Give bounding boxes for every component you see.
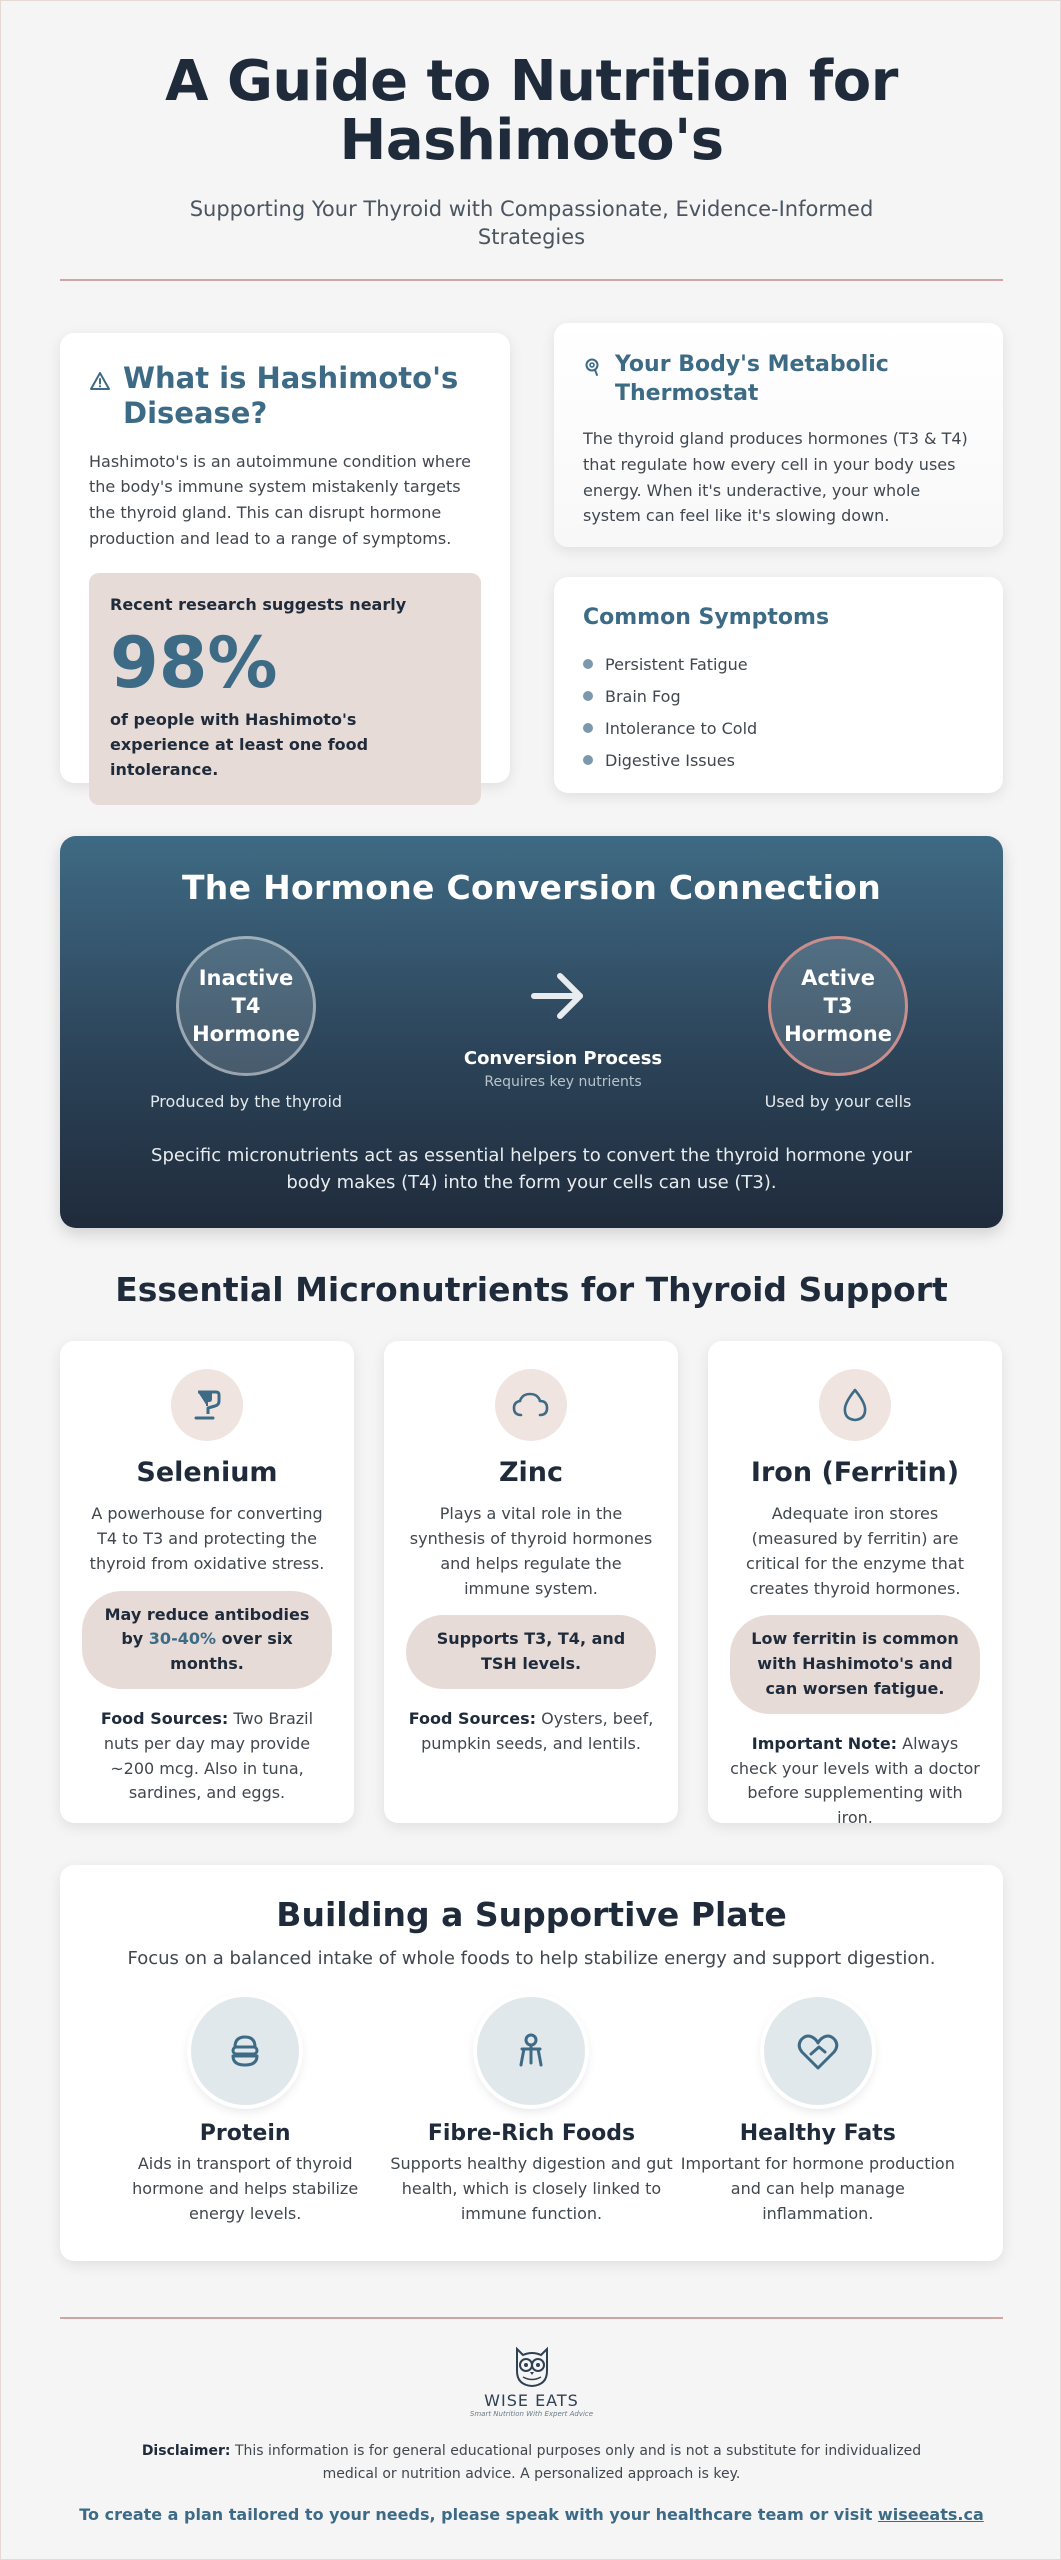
arrow-right-icon	[526, 964, 590, 1028]
nutrient-description: A powerhouse for converting T4 to T3 and protecting the thyroid from oxidative stress.	[89, 1504, 325, 1573]
thermostat-body: The thyroid gland produces hormones (T3 & T4) that regulate how every cell in your body uses energy. When it's underactive, your whole system can feel like it's slowing down.	[583, 429, 968, 526]
brain-icon	[583, 357, 603, 377]
iron-drop-icon	[819, 1369, 891, 1441]
zinc-card	[384, 1341, 678, 1823]
nutrient-highlight	[82, 1591, 332, 1689]
stat-callout	[89, 573, 481, 804]
website-link[interactable]: wiseeats.ca	[877, 2505, 984, 2525]
nutrient-name: Selenium	[136, 1457, 278, 1489]
page-title: A Guide to Nutrition for Hashimoto's	[165, 49, 898, 173]
fibre-icon	[477, 1997, 585, 2105]
page-subtitle: Supporting Your Thyroid with Compassionate, Evidence-Informed Strategies	[189, 196, 874, 249]
symptom-label: Brain Fog	[605, 686, 681, 706]
disclaimer-text: This information is for general educational purposes only and is not a substitute for individualized medical or nutrition advice. A personalized approach is key.	[230, 2443, 922, 2482]
warning-triangle-icon	[89, 371, 111, 391]
list-item	[583, 744, 974, 776]
heart-icon	[764, 1997, 872, 2105]
list-item	[583, 680, 974, 712]
plate-item-description: Important for hormone production and can help manage inflammation.	[680, 2154, 955, 2223]
bullet-dot-icon	[583, 691, 593, 701]
logo-name: WISE EATS	[484, 2391, 579, 2411]
intro-section	[60, 333, 1003, 793]
list-item	[583, 648, 974, 680]
symptom-label: Persistent Fatigue	[605, 654, 748, 674]
cta-text: To create a plan tailored to your needs, please speak with your healthcare team or visit	[79, 2505, 878, 2525]
symptom-label: Digestive Issues	[605, 750, 735, 770]
highlight-percentage: 30-40%	[148, 1629, 216, 1649]
footnote-text: Always check your levels with a doctor before supplementing with iron.	[730, 1733, 980, 1828]
call-to-action	[60, 2505, 1003, 2524]
footnote-text: Oysters, beef, pumpkin seeds, and lentils.	[421, 1709, 654, 1753]
inactive-t4-circle: Inactive T4 Hormone	[176, 936, 316, 1076]
footer	[60, 2343, 1003, 2524]
stat-value: 98%	[110, 622, 278, 705]
nutrient-highlight: Low ferritin is common with Hashimoto's and can worsen fatigue.	[730, 1615, 980, 1713]
inactive-caption: Produced by the thyroid	[149, 1092, 343, 1112]
plate-item-description: Aids in transport of thyroid hormone and helps stabilize energy levels.	[132, 2154, 359, 2223]
plate-items	[100, 1997, 963, 2226]
plate-title: Building a Supportive Plate	[276, 1895, 787, 1935]
nutrient-highlight: Supports T3, T4, and TSH levels.	[406, 1615, 656, 1689]
supportive-plate-section	[60, 1865, 1003, 2261]
what-is-title: What is Hashimoto's Disease?	[123, 361, 459, 431]
hormone-footer: Specific micronutrients act as essential helpers to convert the thyroid hormone your body makes (T4) into the form your cells can use (T3).	[151, 1145, 912, 1194]
nutrient-footnote	[406, 1707, 656, 1757]
plate-subtitle: Focus on a balanced intake of whole foods to help stabilize energy and support digestion.	[127, 1948, 936, 1970]
zinc-cloud-icon	[495, 1369, 567, 1441]
hormone-conversion-section	[60, 836, 1003, 1228]
plate-item-name: Protein	[199, 2121, 291, 2147]
protein-icon	[191, 1997, 299, 2105]
plate-item-fats	[675, 1997, 961, 2226]
logo-tagline: Smart Nutrition With Expert Advice	[469, 2410, 594, 2419]
nutrient-footnote	[82, 1707, 332, 1806]
footnote-label: Important Note:	[751, 1733, 898, 1753]
wise-eats-logo	[60, 2343, 1003, 2418]
right-column	[554, 323, 1003, 793]
list-item	[583, 712, 974, 744]
nutrient-footnote	[730, 1732, 980, 1831]
nutrient-description: Adequate iron stores (measured by ferritin) are critical for the enzyme that creates thyroid hormones.	[746, 1504, 964, 1598]
active-t3-circle: Active T3 Hormone	[768, 936, 908, 1076]
what-is-body: Hashimoto's is an autoimmune condition where the body's immune system mistakenly targets the thyroid gland. This can disrupt hormone production and lead to a range of symptoms.	[89, 451, 471, 548]
plate-item-fibre	[388, 1997, 674, 2226]
plate-item-name: Healthy Fats	[739, 2121, 896, 2147]
plate-item-description: Supports healthy digestion and gut health, which is closely linked to immune function.	[390, 2154, 673, 2223]
thermostat-card	[554, 323, 1003, 547]
bullet-dot-icon	[583, 755, 593, 765]
selenium-icon	[171, 1369, 243, 1441]
owl-logo-icon	[507, 2343, 557, 2389]
conversion-sublabel: Requires key nutrients	[484, 1074, 642, 1091]
micronutrients-title: Essential Micronutrients for Thyroid Support	[115, 1270, 948, 1310]
footer-divider	[60, 2317, 1003, 2319]
active-caption: Used by your cells	[764, 1092, 912, 1112]
conversion-label: Conversion Process	[463, 1048, 663, 1070]
footnote-text: Two Brazil nuts per day may provide ~200 mcg. Also in tuna, sardines, and eggs.	[103, 1709, 314, 1803]
symptoms-card	[554, 577, 1003, 793]
header-divider	[60, 279, 1003, 281]
highlight-text: May reduce antibodies by	[104, 1604, 310, 1649]
footnote-label: Food Sources:	[408, 1709, 537, 1729]
stat-intro: Recent research suggests nearly	[110, 595, 407, 615]
plate-item-protein	[102, 1997, 388, 2226]
page	[1, 49, 1061, 2560]
disclaimer	[122, 2440, 942, 2485]
stat-description: of people with Hashimoto's experience at least one food intolerance.	[110, 710, 369, 779]
highlight-text: over six months.	[170, 1629, 293, 1674]
bullet-dot-icon	[583, 723, 593, 733]
thermostat-title: Your Body's Metabolic Thermostat	[615, 352, 889, 406]
symptom-label: Intolerance to Cold	[605, 718, 758, 738]
bullet-dot-icon	[583, 659, 593, 669]
selenium-card	[60, 1341, 354, 1823]
nutrient-description: Plays a vital role in the synthesis of thyroid hormones and helps regulate the immune system.	[409, 1504, 653, 1598]
nutrient-name: Zinc	[498, 1457, 564, 1489]
hormone-title: The Hormone Conversion Connection	[182, 868, 881, 908]
disclaimer-label: Disclaimer:	[141, 2443, 231, 2460]
footnote-label: Food Sources:	[100, 1709, 229, 1729]
what-is-card	[60, 333, 510, 783]
micronutrients-grid	[60, 1341, 1003, 1828]
nutrient-name: Iron (Ferritin)	[750, 1457, 960, 1489]
plate-item-name: Fibre-Rich Foods	[427, 2121, 636, 2147]
symptoms-title: Common Symptoms	[583, 605, 830, 631]
symptoms-list	[583, 648, 974, 776]
iron-card	[708, 1341, 1002, 1828]
